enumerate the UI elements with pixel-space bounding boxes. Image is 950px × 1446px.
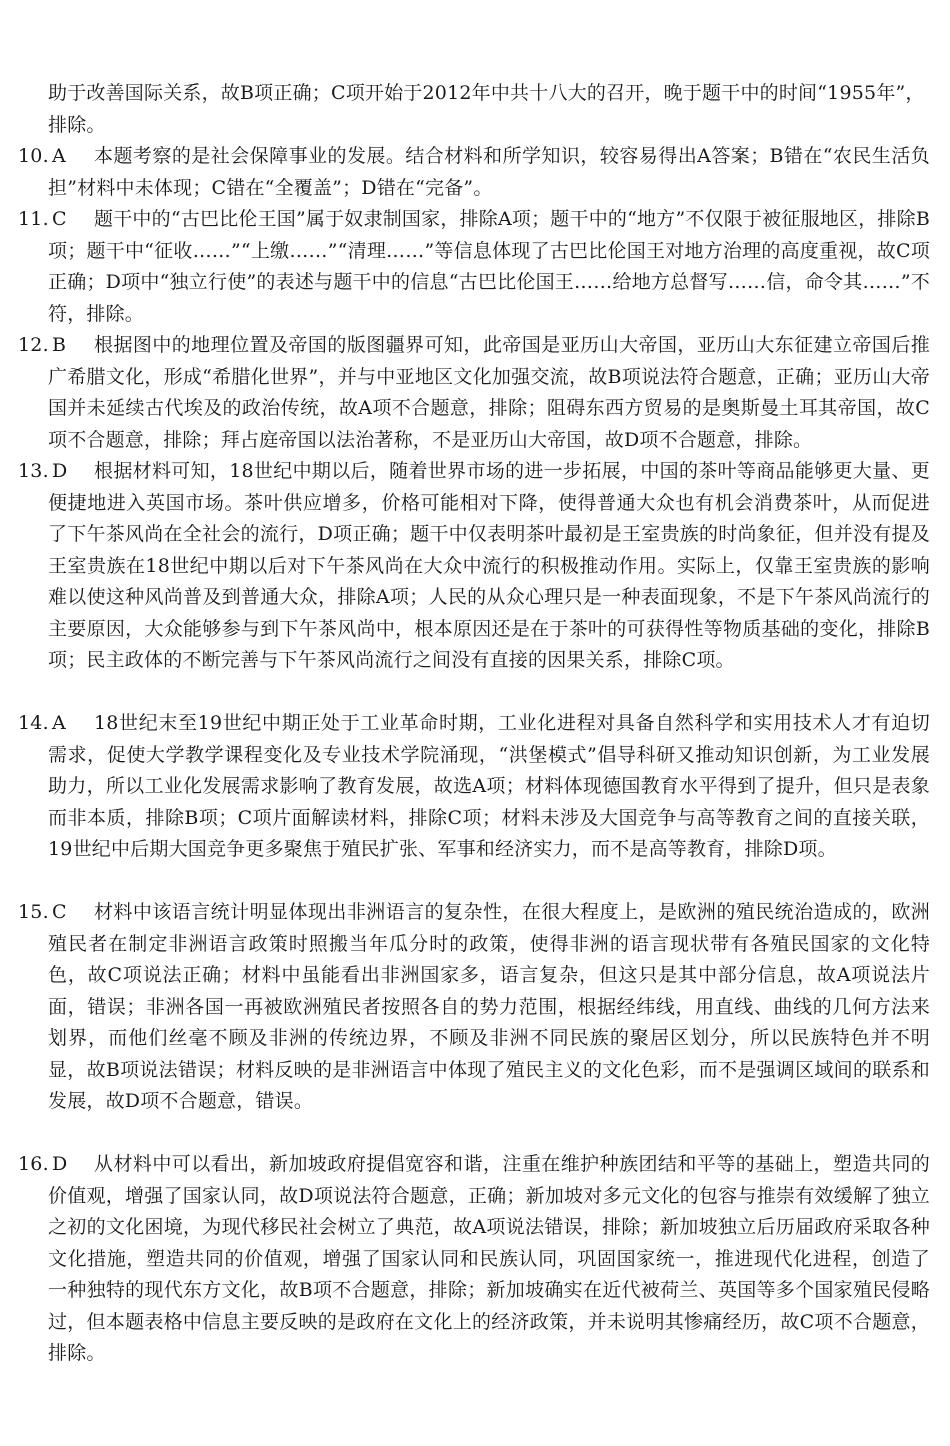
answer-letter: A [52,712,66,734]
answer-letter: B [52,334,67,356]
answer-letter: C [52,208,67,230]
explanation-text: 本题考察的是社会保障事业的发展。结合材料和所学知识，较容易得出A答案；B错在“农民生活负担”材料中未体现；C错在“全覆盖”；D错在“完备”。 [48,145,930,199]
question-number: 12. [18,334,49,356]
answer-letter: A [52,145,66,167]
answer-letter: D [52,1153,68,1175]
answer-letter: D [52,460,68,482]
continued-paragraph: 助于改善国际关系，故B项正确；C项开始于2012年中共十八大的召开，晚于题干中的时间“1955年”，排除。 [48,82,925,136]
answer-letter: C [52,901,67,923]
answer-item-12 [18,330,930,456]
question-number: 10. [18,145,49,167]
question-number: 13. [18,460,49,482]
answer-item-16 [18,1149,930,1370]
answer-item-10 [18,141,930,204]
explanation-text: 题干中的“古巴比伦王国”属于奴隶制国家，排除A项；题干中的“地方”不仅限于被征服地区，排除B项；题干中“征收……”“上缴……”“清理……”等信息体现了古巴比伦国王对地方治理的高度重视，故C项正确；D项中“独立行使”的表述与题干中的信息“古巴比伦国王……给地方总督写……信，命令其……”不符，排除。 [48,208,930,325]
answer-item-13 [18,456,930,677]
answer-item-14 [18,708,930,866]
question-number: 15. [18,901,49,923]
answer-item-11 [18,204,930,330]
explanation-text: 材料中该语言统计明显体现出非洲语言的复杂性，在很大程度上，是欧洲的殖民统治造成的，欧洲殖民者在制定非洲语言政策时照搬当年瓜分时的政策，使得非洲的语言现状带有各殖民国家的文化特色，故C项说法正确；材料中虽能看出非洲国家多，语言复杂，但这只是其中部分信息，故A项说法片面，错误；非洲各国一再被欧洲殖民者按照各自的势力范围，根据经纬线，用直线、曲线的几何方法来划界，而他们丝毫不顾及非洲的传统边界，不顾及非洲不同民族的聚居区划分，所以民族特色并不明显，故B项说法错误；材料反映的是非洲语言中体现了殖民主义的文化色彩，而不是强调区域间的联系和发展，故D项不合题意，错误。 [48,901,930,1112]
question-number: 14. [18,712,49,734]
question-number: 16. [18,1153,49,1175]
question-number: 11. [18,208,49,230]
explanation-text: 根据图中的地理位置及帝国的版图疆界可知，此帝国是亚历山大帝国，亚历山大东征建立帝国后推广希腊文化，形成“希腊化世界”，并与中亚地区文化加强交流，故B项说法符合题意，正确；亚历山大帝国并未延续古代埃及的政治传统，故A项不合题意，排除；阻碍东西方贸易的是奥斯曼土耳其帝国，故C项不合题意，排除；拜占庭帝国以法治著称，不是亚历山大帝国，故D项不合题意，排除。 [48,334,930,451]
explanation-text: 根据材料可知，18世纪中期以后，随着世界市场的进一步拓展，中国的茶叶等商品能够更大量、更便捷地进入英国市场。茶叶供应增多，价格可能相对下降，使得普通大众也有机会消费茶叶，从而促进了下午茶风尚在全社会的流行，D项正确；题干中仅表明茶叶最初是王室贵族的时尚象征，但并没有提及王室贵族在18世纪中期以后对下午茶风尚在大众中流行的积极推动作用。实际上，仅靠王室贵族的影响难以使这种风尚普及到普通大众，排除A项；人民的从众心理只是一种表面现象，不是下午茶风尚流行的主要原因，大众能够参与到下午茶风尚中，根本原因还是在于茶叶的可获得性等物质基础的变化，排除B项；民主政体的不断完善与下午茶风尚流行之间没有直接的因果关系，排除C项。 [48,460,930,671]
explanation-text: 18世纪末至19世纪中期正处于工业革命时期，工业化进程对具备自然科学和实用技术人才有迫切需求，促使大学教学课程变化及专业技术学院涌现，“洪堡模式”倡导科研又推动知识创新，为工业发展助力，所以工业化发展需求影响了教育发展，故选A项；材料体现德国教育水平得到了提升，但只是表象而非本质，排除B项；C项片面解读材料，排除C项；材料未涉及大国竞争与高等教育之间的直接关联，19世纪中后期大国竞争更多聚焦于殖民扩张、军事和经济实力，而不是高等教育，排除D项。 [48,712,930,860]
answer-item-15 [18,897,930,1118]
explanation-text: 从材料中可以看出，新加坡政府提倡宽容和谐，注重在维护种族团结和平等的基础上，塑造共同的价值观，增强了国家认同，故D项说法符合题意，正确；新加坡对多元文化的包容与推崇有效缓解了独立之初的文化困境，为现代移民社会树立了典范，故A项说法错误，排除；新加坡独立后历届政府采取各种文化措施，塑造共同的价值观，增强了国家认同和民族认同，巩固国家统一，推进现代化进程，创造了一种独特的现代东方文化，故B项不合题意，排除；新加坡确实在近代被荷兰、英国等多个国家殖民侵略过，但本题表格中信息主要反映的是政府在文化上的经济政策，并未说明其惨痛经历，故C项不合题意，排除。 [48,1153,930,1364]
